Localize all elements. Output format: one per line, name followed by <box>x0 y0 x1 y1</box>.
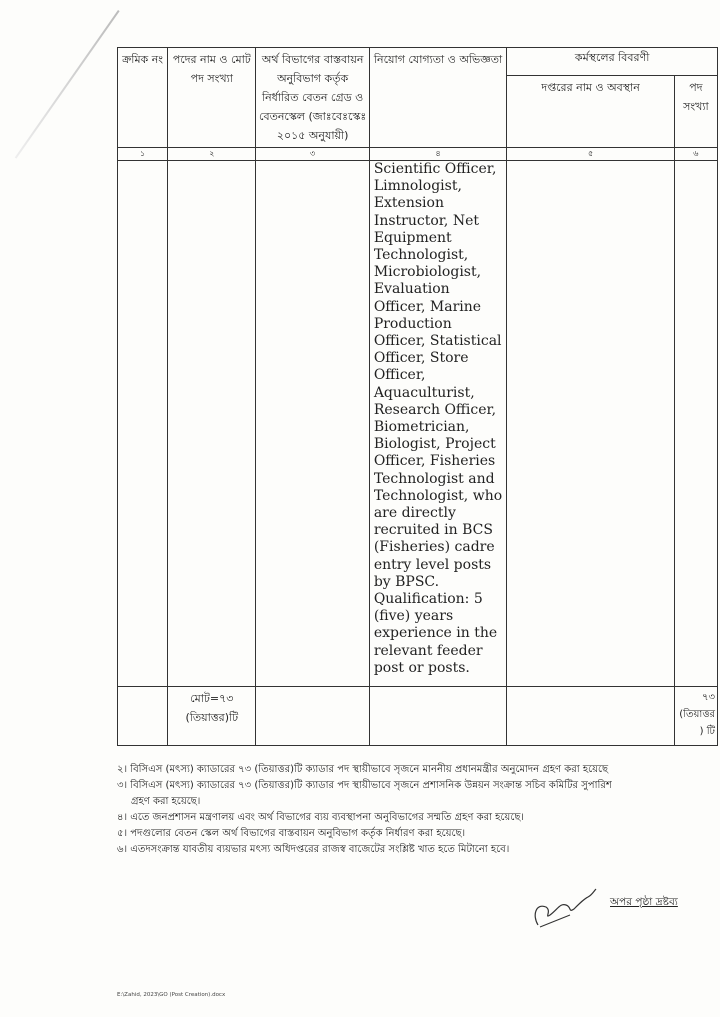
header-office: দপ্তরের নাম ও অবস্থান <box>507 76 675 148</box>
note-item-continued: গ্রহণ করা হয়েছে। <box>131 796 201 807</box>
note-item: ৪। এতে জনপ্রশাসন মন্ত্রণালয় এবং অর্থ বিভাগের ব্যয় ব্যবস্থাপনা অনুবিভাগের সম্মতি গ্রহণ করা হয়েছে। <box>117 812 524 823</box>
total-count: ৭৩ (তিয়াত্তর) টি <box>674 687 717 746</box>
note-item: ৩। বিসিএস (মৎস্য) ক্যাডারের ৭৩ (তিয়াত্তর)টি ক্যাডার পদ স্থায়ীভাবে সৃজনে প্রশাসনিক উন্নয়ন সংক্রান্ত সচিব কমিটির সুপারিশ <box>117 780 612 791</box>
header-pay-scale: অর্থ বিভাগের বাস্তবায়ন অনুবিভাগ কর্তৃক নির্ধারিত বেতন গ্রেড ও বেতনস্কেল (জাঃবেঃস্কেঃ ২০১৫ অনুযায়ী) <box>256 48 369 148</box>
paper-fold-mark <box>15 10 120 159</box>
cell-post-count <box>674 161 717 687</box>
header-workplace: কর্মস্থলের বিবরণী <box>507 48 718 76</box>
total-office <box>507 687 675 746</box>
total-pay-scale <box>256 687 369 746</box>
column-number: ৪ <box>369 148 506 161</box>
header-qualification: নিয়োগ যোগ্যতা ও অভিজ্ঞতা <box>369 48 506 148</box>
header-serial: ক্রমিক নং <box>118 48 168 148</box>
cell-office <box>507 161 675 687</box>
cell-post-name <box>168 161 256 687</box>
header-post-count: পদ সংখ্যা <box>674 76 717 148</box>
column-number: ৬ <box>674 148 717 161</box>
cell-qualification <box>369 161 506 687</box>
cell-pay-scale <box>256 161 369 687</box>
cell-serial <box>118 161 168 687</box>
header-post-name: পদের নাম ও মোট পদ সংখ্যা <box>168 48 256 148</box>
signature <box>530 885 600 930</box>
total-qualification <box>369 687 506 746</box>
experience-text: Qualification: 5 (five) years experience in the relevant feeder post or posts. <box>373 591 498 676</box>
column-number: ৩ <box>256 148 369 161</box>
footer-file-path: E:\Zahid, 2023\GO (Post Creation).docx <box>117 992 226 998</box>
note-item: ৬। এতদসংক্রান্ত যাবতীয় ব্যয়ভার মৎস্য অধিদপ্তরের রাজস্ব বাজেটের সংশ্লিষ্ট খাত হতে মিটানো হবে। <box>117 844 510 855</box>
qualification-text: Scientific Officer, Limnologist, Extension Instructor, Net Equipment Technologist, Microbiologist, Evaluation Officer, Marine Production Officer, Statistical Officer, Store Officer, Aquaculturist, Research Officer, Biometrician, Biologist, Project Officer, Fisheries Technologist and Technologist, who are directly recruited in BCS (Fisheries) cadre entry level posts by BPSC. <box>373 161 503 590</box>
post-creation-table <box>117 47 718 746</box>
total-serial <box>118 687 168 746</box>
note-item: ৫। পদগুলোর বেতন স্কেল অর্থ বিভাগের বাস্তবায়ন অনুবিভাগ কর্তৃক নির্ধারণ করা হয়েছে। <box>117 828 466 839</box>
column-number: ১ <box>118 148 168 161</box>
total-label: মোট=৭৩ (তিয়াত্তর)টি <box>168 687 256 746</box>
column-number: ৫ <box>507 148 675 161</box>
page-turn-note: অপর পৃষ্ঠা দ্রষ্টব্য <box>610 896 678 908</box>
note-item: ২। বিসিএস (মৎস্য) ক্যাডারের ৭৩ (তিয়াত্তর)টি ক্যাডার পদ স্থায়ীভাবে সৃজনে মাননীয় প্রধানমন্ত্রীর অনুমোদন গ্রহণ করা হয়েছে <box>117 764 609 775</box>
column-number: ২ <box>168 148 256 161</box>
notes-list <box>117 762 717 858</box>
